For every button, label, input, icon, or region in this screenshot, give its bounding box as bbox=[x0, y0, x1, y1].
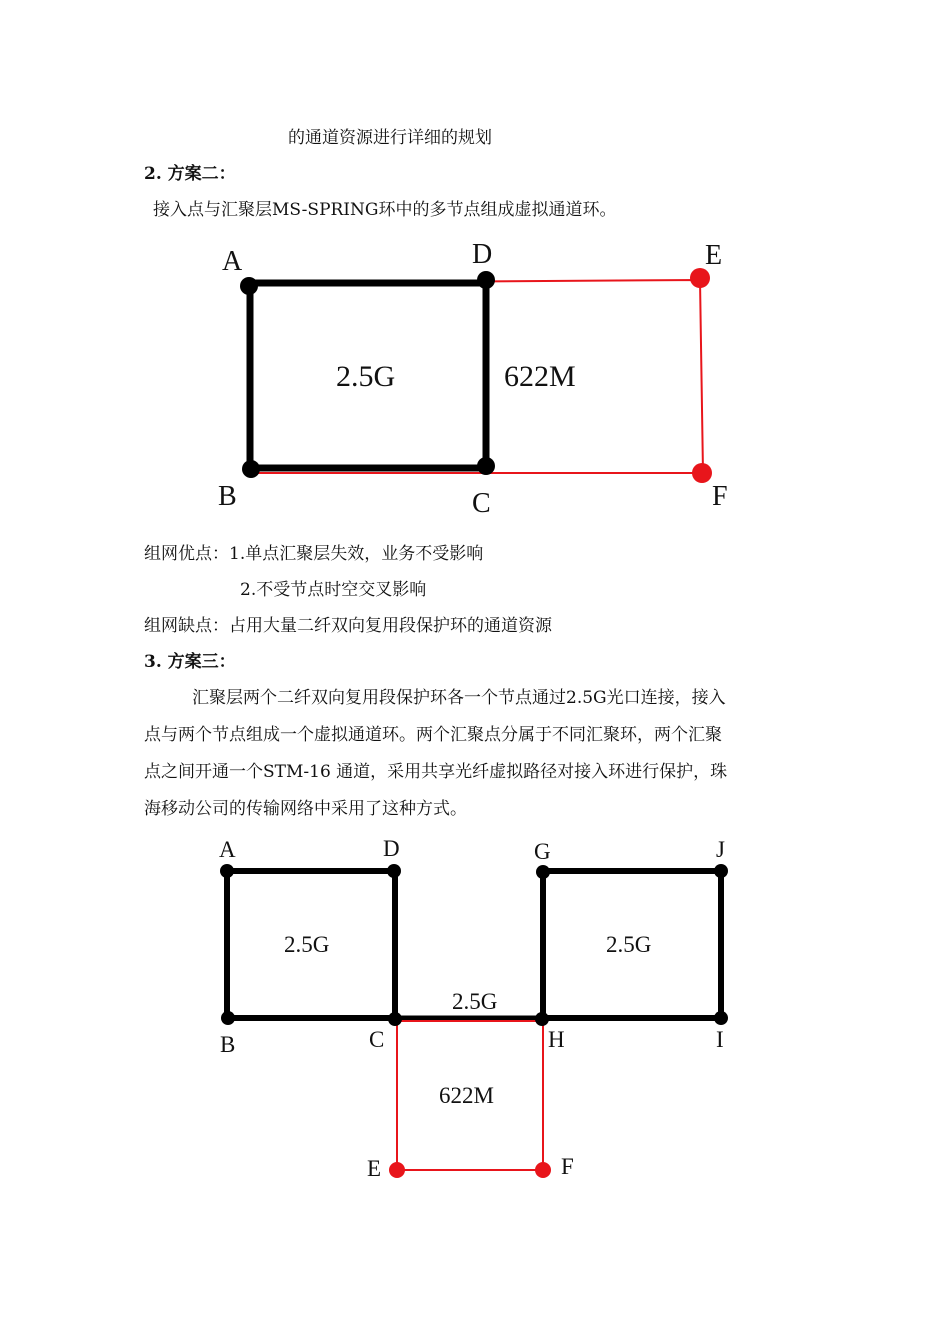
advantages-line-1 bbox=[144, 543, 483, 565]
virtual-ring-edge bbox=[250, 280, 703, 473]
advantages-label: 组网优点： bbox=[144, 544, 229, 564]
virtual-ring-622m bbox=[250, 280, 703, 473]
scheme3-paragraph-line-3: 点之间开通一个STM-16 通道，采用共享光纤虚拟路径对接入环进行保护，珠 bbox=[144, 762, 728, 782]
node-c bbox=[388, 1012, 402, 1026]
scheme2-heading: 2. 方案二： bbox=[144, 164, 236, 184]
scheme2-diagram bbox=[0, 230, 950, 520]
label-node-c: C bbox=[369, 1027, 385, 1052]
label-node-j: J bbox=[716, 837, 725, 862]
label-node-b: B bbox=[218, 481, 237, 512]
label-node-g: G bbox=[534, 839, 551, 864]
scheme3-heading: 3. 方案三： bbox=[144, 652, 236, 672]
node-i bbox=[714, 1011, 728, 1025]
disadvantages-text: 占用大量二纤双向复用段保护环的通道资源 bbox=[229, 616, 552, 636]
label-node-i: I bbox=[716, 1027, 724, 1052]
label-node-c: C bbox=[472, 488, 491, 519]
scheme3-diagram bbox=[0, 830, 950, 1200]
label-ring-virtual: 622M bbox=[504, 360, 576, 393]
node-e bbox=[389, 1162, 405, 1178]
node-d bbox=[477, 271, 495, 289]
node-g bbox=[536, 865, 550, 879]
disadvantages-label: 组网缺点： bbox=[144, 616, 229, 636]
node-a bbox=[240, 277, 258, 295]
label-node-e: E bbox=[367, 1156, 382, 1181]
label-ring-right: 2.5G bbox=[606, 932, 652, 957]
label-ring-main: 2.5G bbox=[336, 360, 396, 393]
node-f bbox=[535, 1162, 551, 1178]
label-node-e: E bbox=[705, 240, 723, 271]
label-node-d: D bbox=[472, 239, 493, 270]
node-a bbox=[220, 864, 234, 878]
label-ring-left: 2.5G bbox=[284, 932, 330, 957]
node-d bbox=[387, 864, 401, 878]
label-node-f: F bbox=[712, 481, 728, 512]
node-j bbox=[714, 864, 728, 878]
label-ring-access: 622M bbox=[439, 1083, 494, 1108]
disadvantages-line bbox=[144, 615, 552, 637]
node-c bbox=[477, 457, 495, 475]
label-node-h: H bbox=[548, 1027, 565, 1052]
label-node-a: A bbox=[222, 246, 243, 277]
scheme3-paragraph-line-4: 海移动公司的传输网络中采用了这种方式。 bbox=[144, 799, 467, 819]
advantage-item-1: 1.单点汇聚层失效，业务不受影响 bbox=[229, 544, 484, 564]
node-f bbox=[692, 463, 712, 483]
node-b bbox=[221, 1011, 235, 1025]
scheme3-paragraph-line-2: 点与两个节点组成一个虚拟通道环。两个汇聚点分属于不同汇聚环，两个汇聚 bbox=[144, 725, 722, 745]
scheme3-paragraph-line-1: 汇聚层两个二纤双向复用段保护环各一个节点通过2.5G光口连接，接入 bbox=[192, 688, 726, 708]
scheme2-description: 接入点与汇聚层MS-SPRING环中的多节点组成虚拟通道环。 bbox=[153, 200, 617, 220]
intro-line: 的通道资源进行详细的规划 bbox=[288, 128, 492, 148]
label-node-a: A bbox=[219, 837, 236, 862]
label-link-middle: 2.5G bbox=[452, 989, 498, 1014]
node-b bbox=[242, 460, 260, 478]
advantage-item-2: 2.不受节点时空交叉影响 bbox=[240, 580, 427, 600]
label-node-d: D bbox=[383, 836, 400, 861]
node-h bbox=[535, 1012, 549, 1026]
label-node-f: F bbox=[561, 1154, 574, 1179]
node-e bbox=[690, 268, 710, 288]
label-node-b: B bbox=[220, 1032, 236, 1057]
